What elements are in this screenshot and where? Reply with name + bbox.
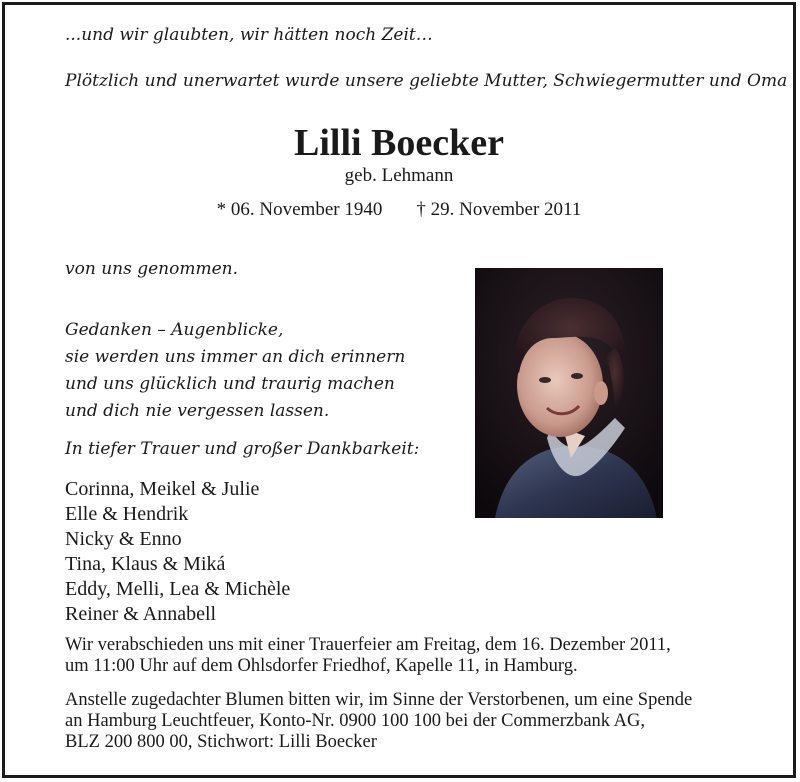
mourner: Reiner & Annabell bbox=[65, 603, 217, 625]
donation-line: Anstelle zugedachter Blumen bitten wir, im Sinne der Verstorbenen, um eine Spende bbox=[65, 690, 693, 710]
taken-line: von uns genommen. bbox=[65, 259, 238, 279]
funeral-paragraph bbox=[65, 635, 671, 677]
life-dates bbox=[5, 199, 793, 221]
donation-line: BLZ 200 800 00, Stichwort: Lilli Boecker bbox=[65, 732, 377, 752]
deceased-name: Lilli Boecker bbox=[293, 122, 505, 164]
mourner: Nicky & Enno bbox=[65, 528, 182, 550]
intro-line: ...und wir glaubten, wir hätten noch Zeit… bbox=[65, 25, 433, 45]
death-date: † 29. November 2011 bbox=[416, 199, 582, 220]
portrait-illustration bbox=[475, 268, 663, 518]
poem bbox=[65, 317, 405, 425]
birth-name: geb. Lehmann bbox=[344, 165, 454, 186]
poem-line: und dich nie vergessen lassen. bbox=[65, 401, 330, 421]
poem-line: sie werden uns immer an dich erinnern bbox=[65, 347, 406, 367]
mourner: Tina, Klaus & Miká bbox=[65, 553, 226, 575]
obituary-notice bbox=[2, 2, 796, 778]
mourner: Eddy, Melli, Lea & Michèle bbox=[65, 578, 291, 600]
grief-line: In tiefer Trauer und großer Dankbarkeit: bbox=[65, 439, 420, 459]
poem-line: und uns glücklich und traurig machen bbox=[65, 374, 395, 394]
birth-date: * 06. November 1940 bbox=[216, 199, 383, 220]
funeral-line: Wir verabschieden uns mit einer Trauerfeier am Freitag, dem 16. Dezember 2011, bbox=[65, 635, 671, 655]
donation-line: an Hamburg Leuchtfeuer, Konto-Nr. 0900 100 100 bei der Commerzbank AG, bbox=[65, 711, 645, 731]
portrait-photo bbox=[475, 268, 663, 518]
mourner: Elle & Hendrik bbox=[65, 503, 189, 525]
mourner: Corinna, Meikel & Julie bbox=[65, 478, 260, 500]
poem-line: Gedanken – Augenblicke, bbox=[65, 320, 284, 340]
lead-line: Plötzlich und unerwartet wurde unsere geliebte Mutter, Schwiegermutter und Oma bbox=[65, 71, 788, 91]
funeral-line: um 11:00 Uhr auf dem Ohlsdorfer Friedhof, Kapelle 11, in Hamburg. bbox=[65, 656, 578, 676]
mourners-list bbox=[65, 477, 290, 627]
donation-paragraph bbox=[65, 690, 692, 753]
